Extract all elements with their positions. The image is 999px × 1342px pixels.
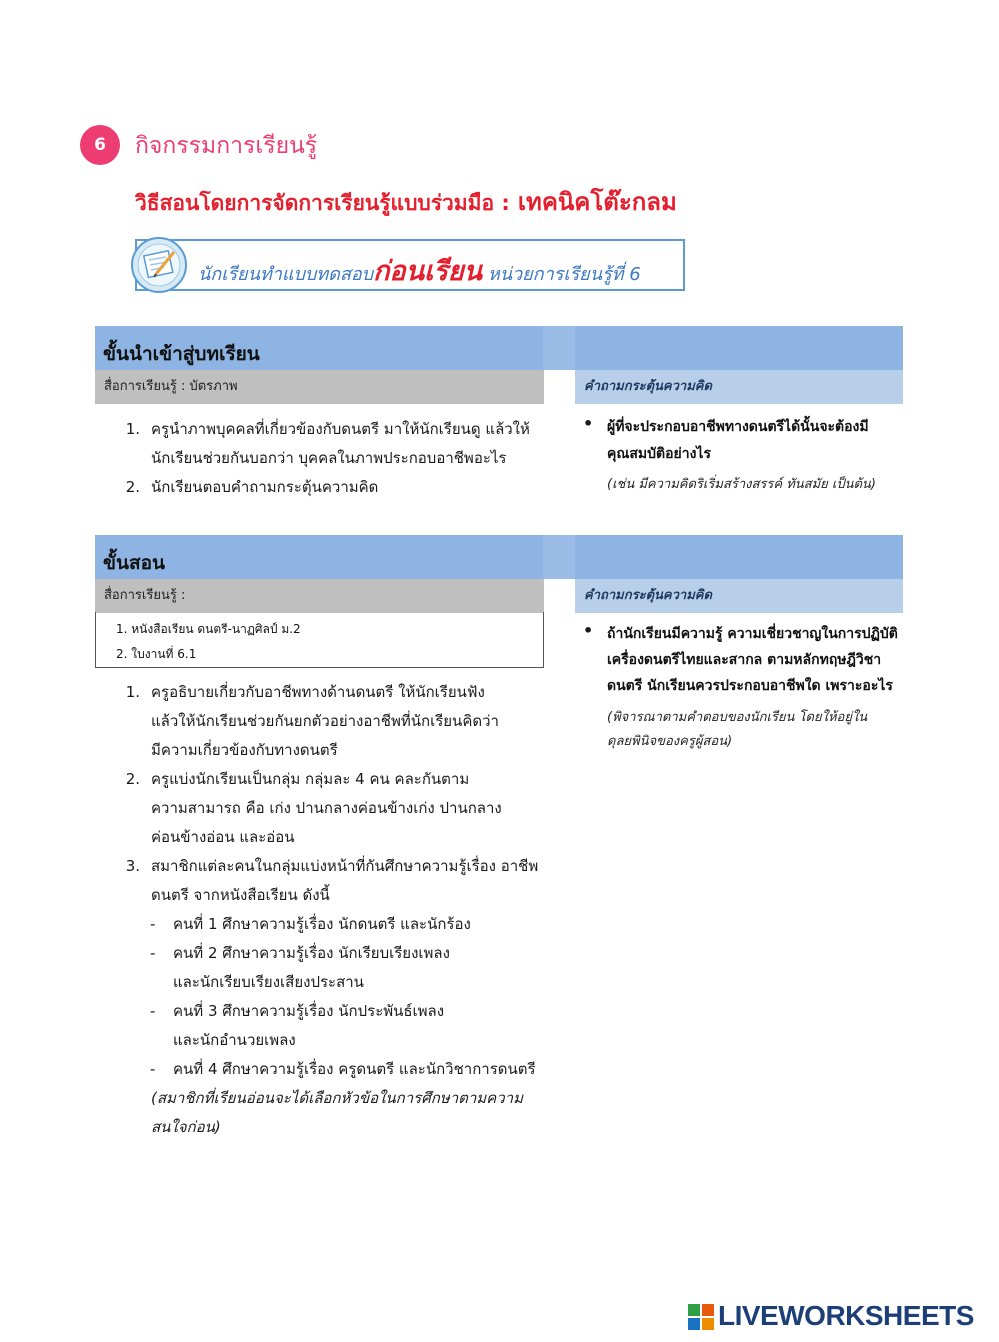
sub-item-text: คนที่ 1 ศึกษาความรู้เรื่อง นักดนตรี และนักร้อง bbox=[173, 915, 471, 933]
question-line: ผู้ที่จะประกอบอาชีพทางดนตรีได้นั้นจะต้องมี bbox=[607, 419, 869, 435]
sub-item-marker: - bbox=[150, 915, 156, 933]
sub-item-text-cont: และนักเรียบเรียงเสียงประสาน bbox=[173, 973, 364, 991]
teach-media-label: สื่อการเรียนรู้ : bbox=[95, 579, 544, 613]
step-number: 3. bbox=[125, 857, 140, 875]
step-number: 2. bbox=[125, 770, 140, 788]
closing-note: (สมาชิกที่เรียนอ่อนจะได้เลือกหัวข้อในการศึกษาตามความ bbox=[151, 1089, 523, 1107]
step-number: 1. bbox=[125, 420, 140, 438]
sub-item-text-cont: และนักอำนวยเพลง bbox=[173, 1031, 296, 1049]
intro-question bbox=[583, 414, 893, 504]
step-text: ครูนำภาพบุคคลที่เกี่ยวข้องกับดนตรี มาให้นักเรียนดู แล้วให้ bbox=[151, 420, 530, 438]
step-text-cont: นักเรียนช่วยกันบอกว่า บุคคลในภาพประกอบอาชีพอะไร bbox=[151, 449, 507, 467]
method-prefix: วิธีสอนโดยการจัดการเรียนรู้แบบร่วมมือ : bbox=[135, 191, 510, 215]
pretest-text bbox=[198, 249, 641, 292]
pretest-emphasis: ก่อนเรียน bbox=[373, 256, 483, 287]
teach-steps bbox=[122, 678, 562, 1148]
method-heading bbox=[135, 182, 677, 221]
teach-section-title: ขั้นสอน bbox=[103, 552, 165, 574]
section-title: กิจกรรมการเรียนรู้ bbox=[135, 133, 318, 159]
step-text: ครูอธิบายเกี่ยวกับอาชีพทางด้านดนตรี ให้นักเรียนฟัง bbox=[151, 683, 485, 701]
test-paper-icon bbox=[130, 236, 188, 294]
sub-item-text: คนที่ 4 ศึกษาความรู้เรื่อง ครูดนตรี และนักวิชาการดนตรี bbox=[173, 1060, 536, 1078]
section-number-badge: 6 bbox=[80, 125, 120, 165]
teach-question-header: คำถามกระตุ้นความคิด bbox=[575, 579, 903, 613]
step-text-cont: มีความเกี่ยวข้องกับทางดนตรี bbox=[151, 741, 338, 759]
closing-note-cont: สนใจก่อน) bbox=[151, 1118, 221, 1136]
live-blocks-icon bbox=[688, 1304, 715, 1331]
teach-section-header bbox=[95, 535, 903, 579]
step-text: นักเรียนตอบคำถามกระตุ้นความคิด bbox=[151, 478, 379, 496]
question-line: ดนตรี นักเรียนควรประกอบอาชีพใด เพราะอะไร bbox=[607, 678, 893, 694]
question-line: ถ้านักเรียนมีความรู้ ความเชี่ยวชาญในการปฏิบัติ bbox=[607, 626, 898, 642]
intro-media-label: สื่อการเรียนรู้ : บัตรภาพ bbox=[95, 370, 544, 404]
step-text-cont: ค่อนข้างอ่อน และอ่อน bbox=[151, 828, 295, 846]
question-note-cont: ดุลยพินิจของครูผู้สอน) bbox=[607, 734, 733, 749]
method-technique: เทคนิคโต๊ะกลม bbox=[517, 188, 677, 216]
step-text-cont: ดนตรี จากหนังสือเรียน ดังนี้ bbox=[151, 886, 330, 904]
step-text-cont: ความสามารถ คือ เก่ง ปานกลางค่อนข้างเก่ง ปานกลาง bbox=[151, 799, 502, 817]
teach-question bbox=[583, 621, 899, 761]
sub-item-marker: - bbox=[150, 944, 156, 962]
brand-wordmark: LIVEWORKSHEETS bbox=[718, 1300, 974, 1331]
media-item: 1. หนังสือเรียน ดนตรี-นาฏศิลป์ ม.2 bbox=[116, 622, 301, 636]
bullet-icon: • bbox=[583, 621, 594, 640]
question-note: (พิจารณาตามคำตอบของนักเรียน โดยให้อยู่ใน bbox=[607, 710, 868, 725]
sub-item-text: คนที่ 3 ศึกษาความรู้เรื่อง นักประพันธ์เพลง bbox=[173, 1002, 445, 1020]
pretest-before: นักเรียนทำแบบทดสอบ bbox=[198, 264, 374, 285]
media-list-box bbox=[95, 612, 544, 668]
step-text: สมาชิกแต่ละคนในกลุ่มแบ่งหน้าที่กันศึกษาความรู้เรื่อง อาชีพ bbox=[151, 857, 539, 875]
sub-item-marker: - bbox=[150, 1002, 156, 1020]
bullet-icon: • bbox=[583, 414, 594, 433]
question-line: คุณสมบัติอย่างไร bbox=[607, 446, 711, 462]
step-number: 2. bbox=[125, 478, 140, 496]
intro-steps bbox=[122, 415, 552, 505]
step-text: ครูแบ่งนักเรียนเป็นกลุ่ม กลุ่มละ 4 คน คละกันตาม bbox=[151, 770, 470, 788]
step-number: 1. bbox=[125, 683, 140, 701]
sub-item-text: คนที่ 2 ศึกษาความรู้เรื่อง นักเรียบเรียงเพลง bbox=[173, 944, 450, 962]
question-note: (เช่น มีความคิดริเริ่มสร้างสรรค์ ทันสมัย เป็นต้น) bbox=[607, 477, 876, 492]
media-item: 2. ใบงานที่ 6.1 bbox=[116, 647, 197, 661]
question-line: เครื่องดนตรีไทยและสากล ตามหลักทฤษฎีวิชา bbox=[607, 652, 882, 668]
intro-question-header: คำถามกระตุ้นความคิด bbox=[575, 370, 903, 404]
step-text-cont: แล้วให้นักเรียนช่วยกันยกตัวอย่างอาชีพที่นักเรียนคิดว่า bbox=[151, 712, 499, 730]
intro-section-title: ขั้นนำเข้าสู่บทเรียน bbox=[103, 343, 260, 365]
intro-section-header bbox=[95, 326, 903, 370]
sub-item-marker: - bbox=[150, 1060, 156, 1078]
pretest-unit: หน่วยการเรียนรู้ที่ 6 bbox=[487, 264, 641, 285]
